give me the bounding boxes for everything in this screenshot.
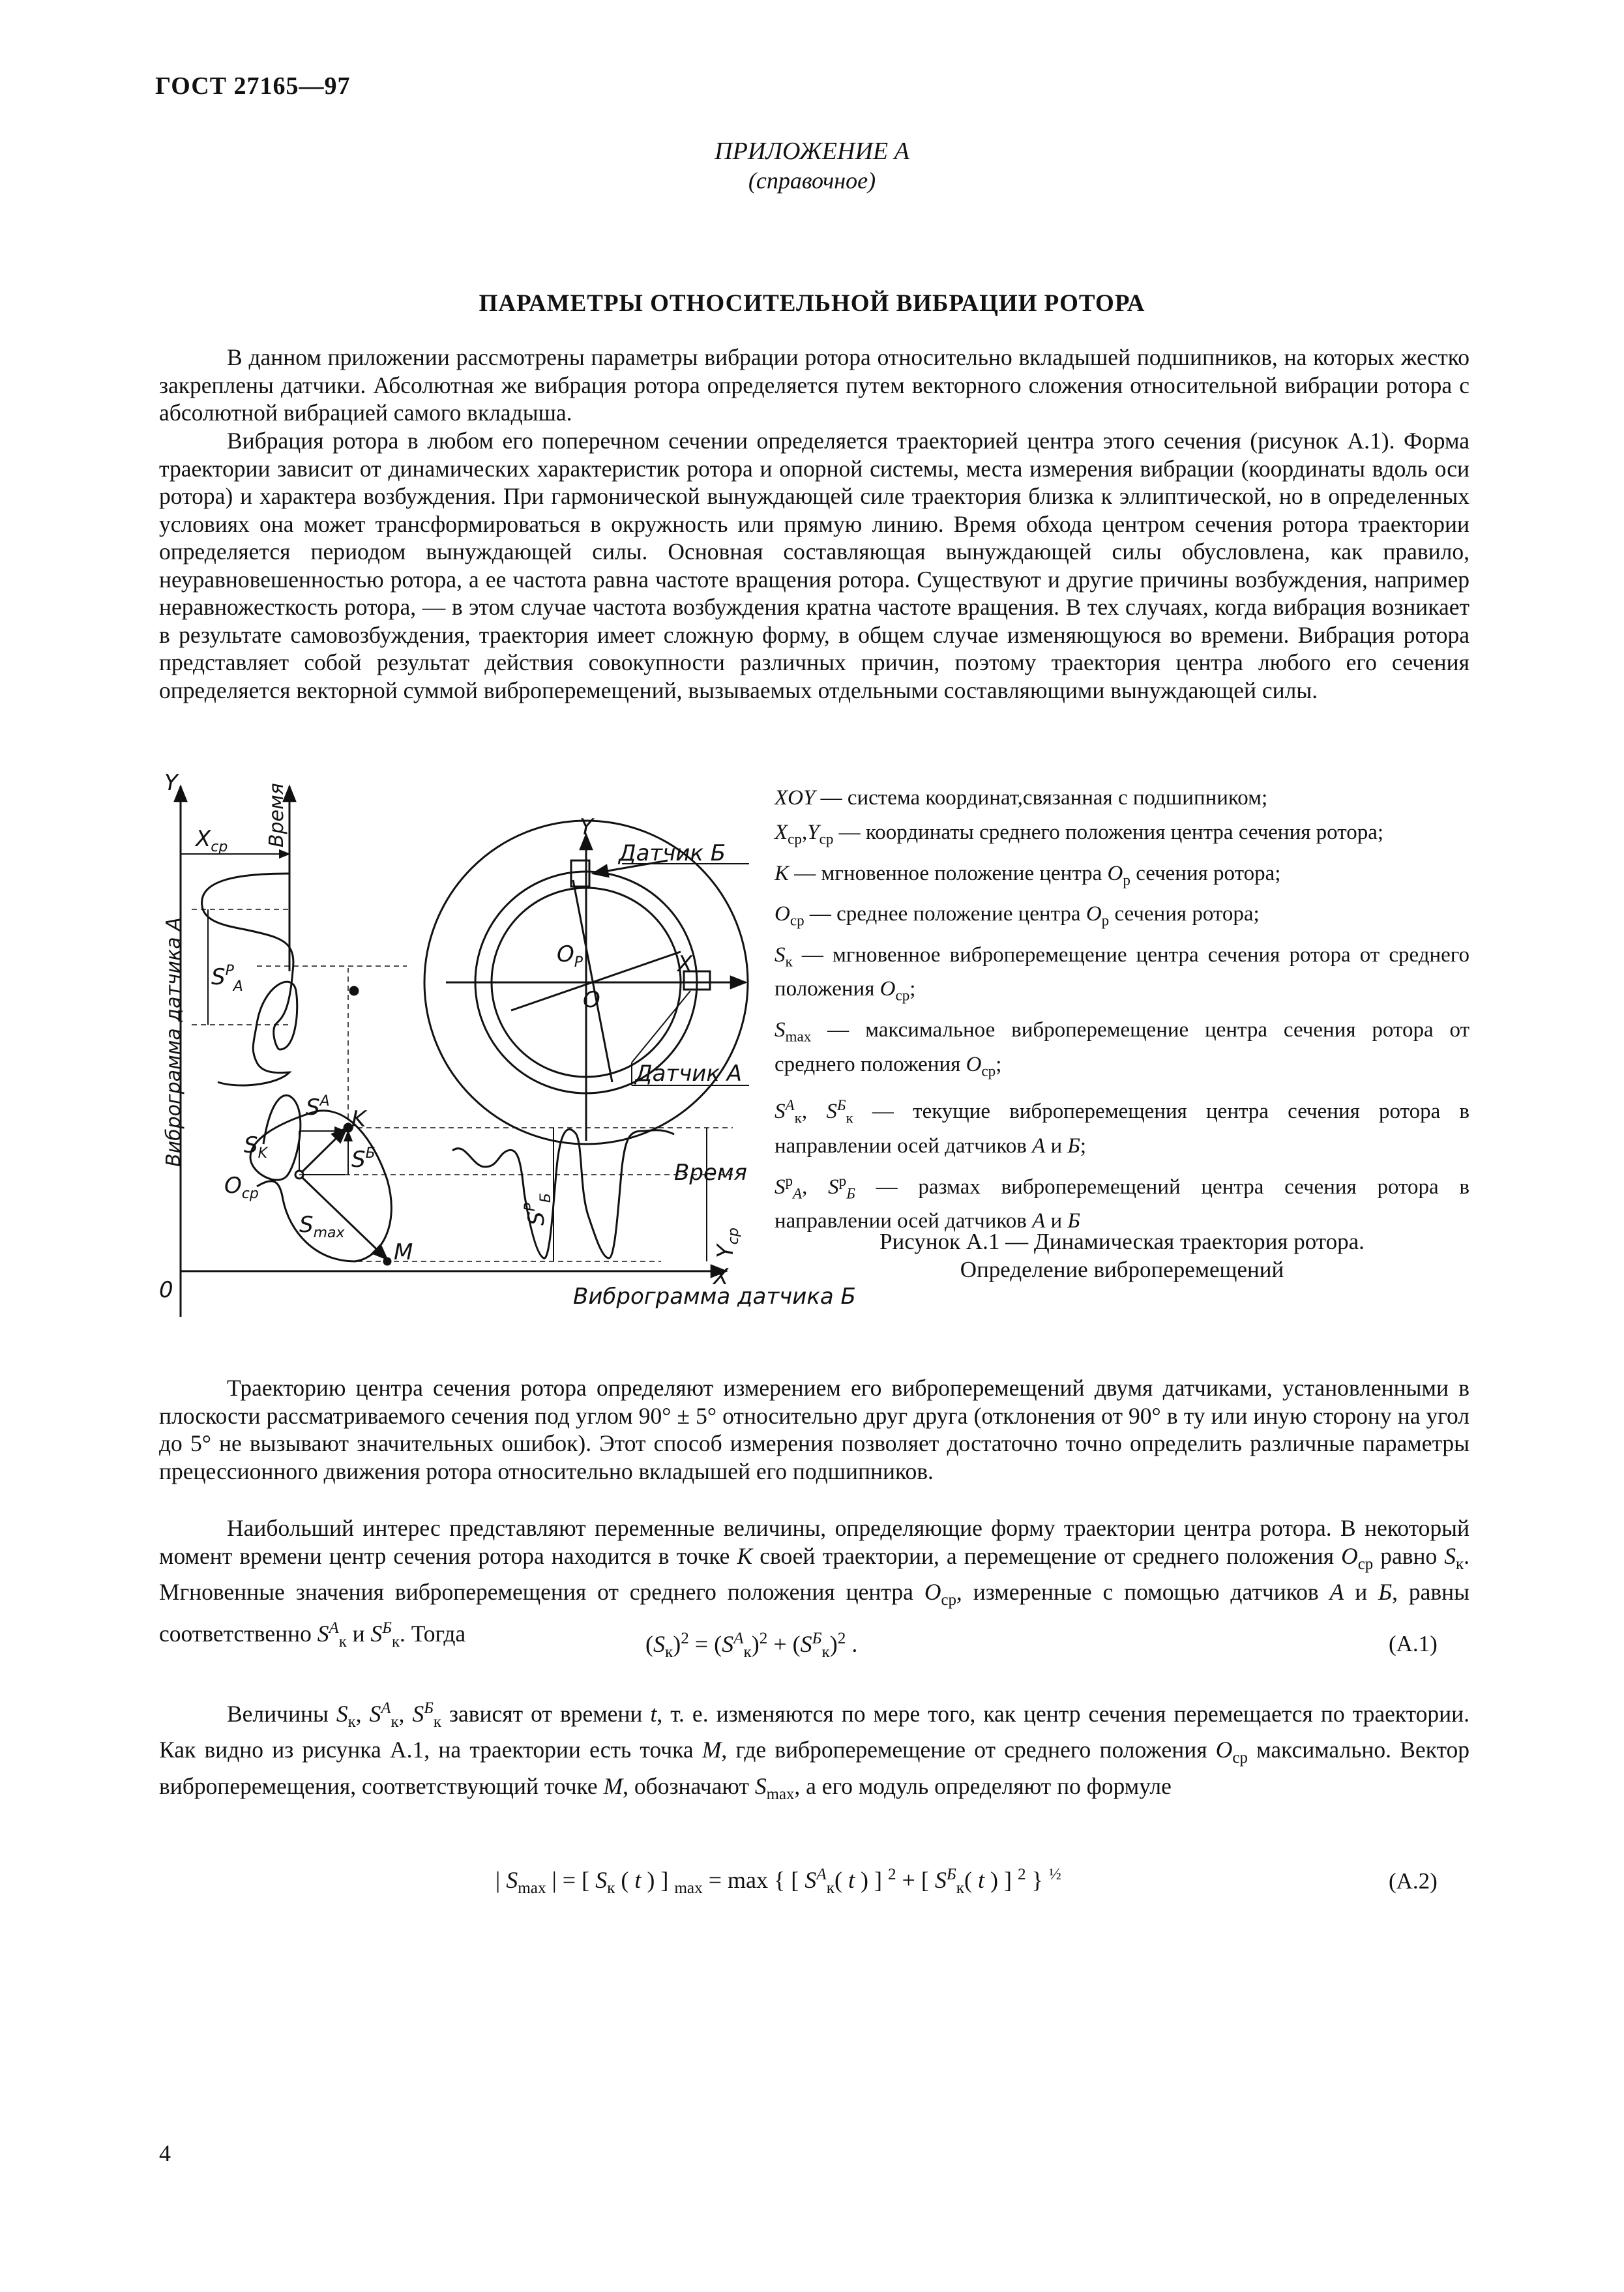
paragraph-5: Величины $S_к$, $S^А_к$, $S^Б_к$ зависят от времени t, т. е. изменяются по мере того, как центр сечения перемещается по траектории. Как видно из рисунка А.1, на траектории есть точка M, где виброперемещение от среднего положения $O_{ср}$ максимально. Вектор виброперемещения, соответствующий точке M, обозначают $S_{max}$, а его модуль определяют по формуле — [159, 1699, 1470, 1804]
legend-ocp: $O_{ср}$ — среднее положение центра $O_р$ сечения ротора; — [775, 902, 1260, 929]
label-vibrogram-a: Виброграмма датчика А — [162, 917, 185, 1167]
label-op: $O_P$ — [557, 941, 583, 971]
vibrogram-b-curve — [452, 1129, 674, 1258]
legend-xcp: $X_{ср},Y_{ср}$ — координаты среднего положения центра сечения ротора; — [775, 821, 1384, 847]
paragraph-4: Наибольший интерес представляют переменные величины, определяющие форму траектории центра ротора. В некоторый момент времени центр сечения ротора находится в точке K своей траектории, а перемещение от среднего положения $O_{ср}$ равно $S_к$. Мгновенные значения виброперемещения от среднего положения центра $O_{ср}$, измеренные с помощью датчиков А и Б, равны соответственно $S^А_к$ и $S^Б_к$. Тогда — [159, 1515, 1470, 1651]
label-k: K — [351, 1106, 366, 1132]
label-sensor-b: Датчик Б — [619, 840, 726, 866]
label-y-left: Y — [164, 770, 178, 796]
label-ska: $S^A$ — [306, 1093, 330, 1121]
appendix-kind: (справочное) — [748, 168, 876, 194]
label-vibrogram-b: Виброграмма датчика Б — [573, 1284, 856, 1310]
label-m: M — [394, 1239, 413, 1265]
caption-line-2: Определение виброперемещений — [960, 1257, 1284, 1282]
paragraph-2: Вибрация ротора в любом его поперечном сечении определяется траекторией центра этого сечения (рисунок А.1). Форма траектории зависит от динамических характеристик ротора и опорной системы, места измерения вибрации (координаты вдоль оси ротора) и характера возбуждения. При гармонической вынуждающей силе траектория близка к эллиптической, но в определенных условиях она может трансформироваться в окружность или прямую линию. Время обхода центром сечения ротора траектории определяется периодом вынуждающей силы. Основная составляющая вынуждающей силы обусловлена, как правило, неуравновешенностью ротора, а ее частота равна частоте вращения ротора. Существуют и другие причины возбуждения, например неравножесткость ротора, — в этом случае частота возбуждения кратна частоте вращения. В тех случаях, когда вибрация возникает в результате самовозбуждения, траектория имеет сложную форму, в общем случае изменяющуюся во времени. Вибрация ротора представляет собой результат действия совокупности различных причин, поэтому траектория центра любого его сечения определяется векторной суммой виброперемещений, вызываемых отдельными составляющими вынуждающей силы. — [159, 428, 1469, 703]
legend-ska: $S^А_к$, $S^Б_к$ — текущие виброперемещения центра сечения ротора в направлении осей датчиков А и Б; — [775, 1096, 1470, 1158]
rotor-trajectory-figure — [159, 770, 856, 1330]
label-xcp: $X_{ср}$ — [196, 826, 228, 855]
formula-a2-number: (А.2) — [1389, 1868, 1438, 1894]
label-zero: 0 — [159, 1277, 173, 1303]
label-ocp: $O_{ср}$ — [224, 1173, 259, 1202]
page-number: 4 — [159, 2140, 171, 2166]
label-x-bottom: X — [713, 1264, 729, 1290]
standard-header: ГОСТ 27165—97 — [155, 72, 351, 100]
label-spb: $S^P_Б$ — [522, 1193, 554, 1226]
label-sk: $S_K$ — [244, 1132, 268, 1162]
formula-a1: $(S_к)^2 = (S^А_к)^2 + (S^Б_к)^2$ . — [645, 1630, 858, 1662]
label-x-bearing: X — [677, 951, 693, 977]
paragraph-3: Траекторию центра сечения ротора определяют измерением его виброперемещений двумя датчиками, установленными в плоскости рассматриваемого сечения под углом 90° ± 5° относительно друг друга (отклонения от 90° в ту или иную сторону на угол до 5° не вызывают значительных ошибок). Этот способ измерения позволяет достаточно точно определить различные параметры прецессионного движения ротора относительно вкладышей его подшипников. — [159, 1375, 1469, 1484]
label-time-a: Время — [265, 783, 288, 847]
page-title: ПАРАМЕТРЫ ОТНОСИТЕЛЬНОЙ ВИБРАЦИИ РОТОРА — [479, 290, 1145, 317]
label-ycp: $Y_{ср}$ — [713, 1227, 742, 1258]
figure-caption — [775, 1227, 1469, 1284]
label-o: O — [583, 987, 600, 1013]
legend-spa: $S^р_А$, $S^р_Б$ — размах виброперемещений центра сечения ротора в направлении осей датчиков А и Б — [775, 1171, 1469, 1233]
legend-smax: $S_{max}$ — максимальное виброперемещение центра сечения ротора от среднего положения $O_{ср}$; — [775, 1018, 1469, 1080]
figure-legend — [775, 784, 1469, 1242]
label-skb: $S^Б$ — [351, 1145, 376, 1173]
legend-sk: $S_к$ — мгновенное виброперемещение центра сечения ротора от среднего положения $O_{ср}$; — [775, 943, 1470, 1004]
appendix-label: ПРИЛОЖЕНИЕ А — [715, 138, 909, 165]
legend-k: K — мгновенное положение центра $O_р$ сечения ротора; — [775, 861, 1281, 889]
label-smax: $S_{max}$ — [299, 1212, 345, 1241]
legend-xoy: XOY — система координат,связанная с подшипником; — [775, 786, 1268, 810]
label-sensor-a: Датчик А — [635, 1061, 742, 1087]
label-spa: $S^P_A$ — [211, 963, 243, 995]
caption-line-1: Рисунок А.1 — Динамическая траектория ротора. — [879, 1229, 1365, 1254]
paragraph-1: В данном приложении рассмотрены параметры вибрации ротора относительно вкладышей подшипников, на которых жестко закреплены датчики. Абсолютная же вибрация ротора определяется путем векторного сложения относительной вибрации ротора с абсолютной вибрацией самого вкладыша. — [159, 344, 1469, 426]
formula-a2: | $S_{max}$ | = [ $S_к$ ( t ) ] $_{max}$ = max { [ $S^А_к$( t ) ] $^2$ + [ $S^Б_к$( t ) ] $^2$ } $^{\frac{1}{2}}$ — [495, 1866, 1061, 1898]
label-y-bearing: Y — [580, 814, 593, 840]
label-time-b: Время — [674, 1160, 747, 1186]
formula-a1-number: (А.1) — [1389, 1631, 1438, 1656]
